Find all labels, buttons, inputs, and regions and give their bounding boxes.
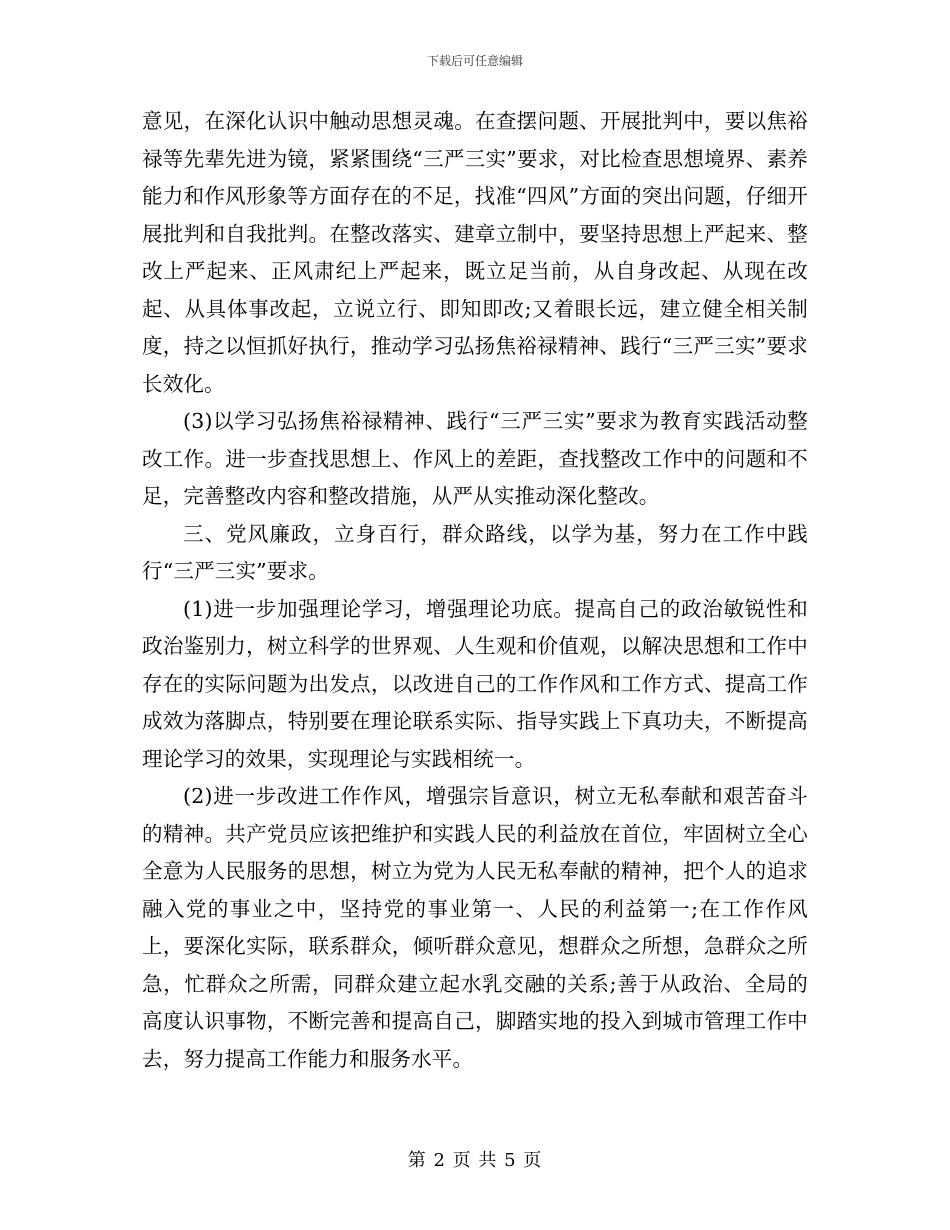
document-body [142,103,808,1078]
paragraph-item-2: (2)进一步改进工作作风，增强宗旨意识，树立无私奉献和艰苦奋斗的精神。共产党员应该把维护和实践人民的利益放在首位，牢固树立全心全意为人民服务的思想，树立为党为人民无私奉献的精神，把个人的追求融入党的事业之中，坚持党的事业第一、人民的利益第一;在工作作风上，要深化实际，联系群众，倾听群众意见，想群众之所想，急群众之所急，忙群众之所需，同群众建立起水乳交融的关系;善于从政治、全局的高度认识事物，不断完善和提高自己，脚踏实地的投入到城市管理工作中去，努力提高工作能力和服务水平。 [142,784,808,1071]
paragraph-item-3: (3)以学习弘扬焦裕禄精神、践行“三严三实”要求为教育实践活动整改工作。进一步查找思想上、作风上的差距，查找整改工作中的问题和不足，完善整改内容和整改措施，从严从实推动深化整改。 [142,409,808,508]
page-number: 第 2 页 共 5 页 [407,1150,543,1171]
paragraph-item-1: (1)进一步加强理论学习，增强理论功底。提高自己的政治敏锐性和政治鉴别力，树立科学的世界观、人生观和价值观，以解决思想和工作中存在的实际问题为出发点，以改进自己的工作作风和工作方式、提高工作成效为落脚点，特别要在理论联系实际、指导实践上下真功夫，不断提高理论学习的效果，实现理论与实践相统一。 [142,596,808,771]
page-header: 下载后可任意编辑 [426,54,523,68]
paragraph-continuation: 意见，在深化认识中触动思想灵魂。在查摆问题、开展批判中，要以焦裕禄等先辈先进为镜，紧紧围绕“三严三实”要求，对比检查思想境界、素养能力和作风形象等方面存在的不足，找准“四风”方面的突出问题，仔细开展批判和自我批判。在整改落实、建章立制中，要坚持思想上严起来、整改上严起来、正风肃纪上严起来，既立足当前，从自身改起、从现在改起、从具体事改起，立说立行、即知即改;又着眼长远，建立健全相关制度，持之以恒抓好执行，推动学习弘扬焦裕禄精神、践行“三严三实”要求长效化。 [142,109,808,396]
paragraph-section-3-heading: 三、党风廉政，立身百行，群众路线，以学为基，努力在工作中践行“三严三实”要求。 [142,521,808,583]
